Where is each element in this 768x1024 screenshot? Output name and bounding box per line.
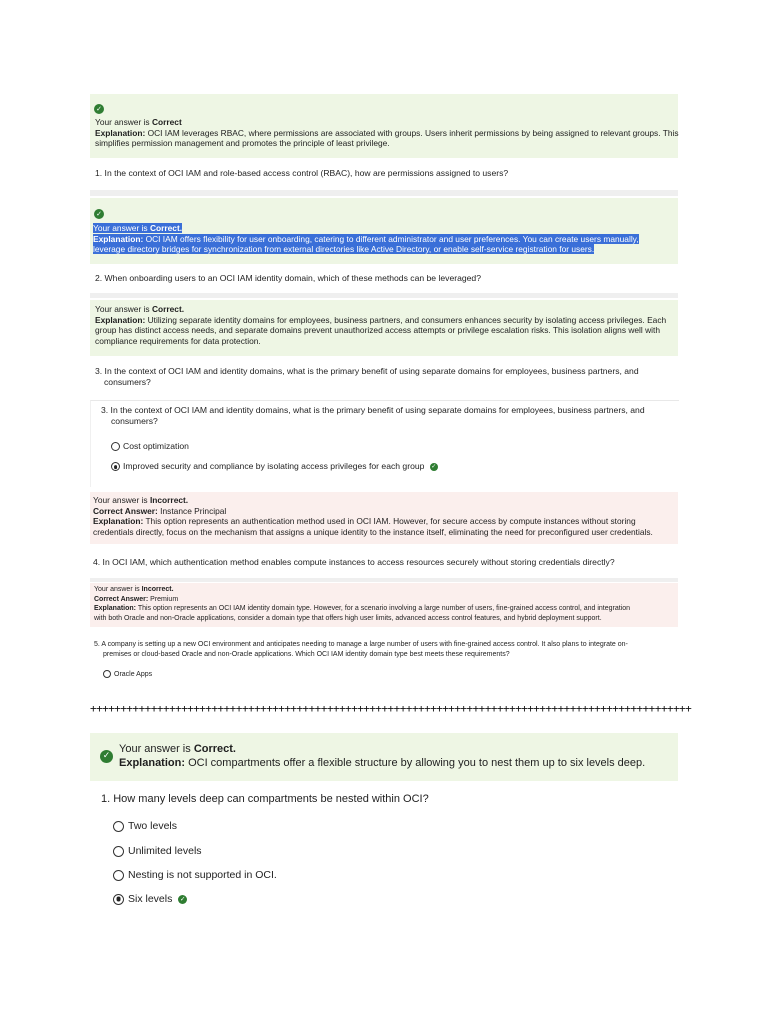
radio-button-icon[interactable] — [113, 846, 124, 857]
radio-button-icon[interactable] — [113, 894, 124, 905]
plus-separator: +++++++++++++++++++++++++++++++++++++++++++++++++++++++++++++++++++++++++++++++++++++++++++++++++++ — [90, 702, 692, 715]
question-q4: 4. In OCI IAM, which authentication method enables compute instances to access resources securely without storing credentials directly? — [93, 557, 615, 567]
option-cost-optimization[interactable]: Cost optimization — [111, 441, 189, 452]
radio-button-icon[interactable] — [111, 442, 120, 451]
option-oracle-apps[interactable]: Oracle Apps — [103, 670, 152, 680]
check-circle-icon: ✓ — [94, 209, 104, 219]
question-q6: 1. How many levels deep can compartments be nested within OCI? — [101, 793, 429, 805]
option-nesting-not-supported[interactable]: Nesting is not supported in OCI. — [113, 869, 277, 881]
check-circle-icon: ✓ — [431, 462, 437, 470]
separator-bar — [90, 578, 678, 582]
question-q5: 5. A company is setting up a new OCI environment and anticipates needing to manage a large number of users with fine-grained access control. It also plans to integrate on- premises or cloud-based Oracle and non-Oracle applications. Which OCI IAM identity domain type best meets these requirements? — [94, 641, 628, 658]
radio-button-icon[interactable] — [111, 462, 120, 471]
question-q3-repeat: 3. In the context of OCI IAM and identity domains, what is the primary benefit of using separate domains for employees, business partners, and consumers? — [101, 405, 645, 426]
question-q1: 1. In the context of OCI IAM and role-based access control (RBAC), how are permissions assigned to users? — [95, 168, 509, 178]
check-circle-icon: ✓ — [180, 894, 186, 903]
question-q2: 2. When onboarding users to an OCI IAM identity domain, which of these methods can be leveraged? — [95, 273, 481, 283]
radio-button-icon[interactable] — [113, 870, 124, 881]
feedback-text-q3: Your answer is Correct. Explanation: Utilizing separate identity domains for employees, business partners, and consumers enhances security by isolating access privileges. Each group has distinct access needs, and separate domains prevent unauthorized access attempts or privilege escalation risks. This isolation aligns well with compliance requirements for data protection. — [95, 304, 667, 346]
radio-button-icon[interactable] — [103, 670, 111, 678]
question-q3: 3. In the context of OCI IAM and identity domains, what is the primary benefit of using separate domains for employees, business partners, and consumers? — [95, 366, 639, 387]
feedback-text-q4: Your answer is Incorrect. Correct Answer: Instance Principal Explanation: This option represents an authentication method used in OCI IAM. However, for secure access by compute instances without storing credentials directly, focus on the mechanism that assigns a unique identity to the instance itself, eliminating the need for preconfigured user credentials. — [93, 495, 653, 537]
feedback-text-q1: Your answer is Correct Explanation: OCI IAM leverages RBAC, where permissions are associated with groups. Users inherit permissions by being assigned to relevant groups. This simplifies permission management and promotes the principle of least privilege. — [95, 117, 679, 149]
separator-bar — [90, 190, 678, 196]
option-unlimited-levels[interactable]: Unlimited levels — [113, 845, 202, 857]
feedback-text-q5: Your answer is Incorrect. Correct Answer: Premium Explanation: This option represents an OCI IAM identity domain type. However, for a scenario involving a large number of users, fine-grained access control, and integration with both Oracle and non-Oracle applications, consider a domain type that offers high user limits, advanced access control features, and hybrid deployment support. — [94, 586, 631, 622]
check-circle-icon: ✓ — [100, 750, 113, 763]
feedback-text-q6: Your answer is Correct. Explanation: OCI compartments offer a flexible structure by allowing you to nest them up to six levels deep. — [119, 743, 646, 769]
feedback-text-q2: Your answer is Correct. Explanation: OCI IAM offers flexibility for user onboarding, catering to different administrator and user preferences. You can create users manually, leverage directory bridges for synchronization from external directories like Active Directory, or enable self-service registration for users. — [93, 223, 639, 255]
radio-button-icon[interactable] — [113, 821, 124, 832]
option-two-levels[interactable]: Two levels — [113, 820, 177, 832]
option-six-levels[interactable]: Six levels ✓ — [113, 893, 187, 905]
option-improved-security[interactable]: Improved security and compliance by isolating access privileges for each group ✓ — [111, 461, 438, 472]
separator-bar — [90, 293, 678, 298]
check-circle-icon: ✓ — [94, 104, 104, 114]
